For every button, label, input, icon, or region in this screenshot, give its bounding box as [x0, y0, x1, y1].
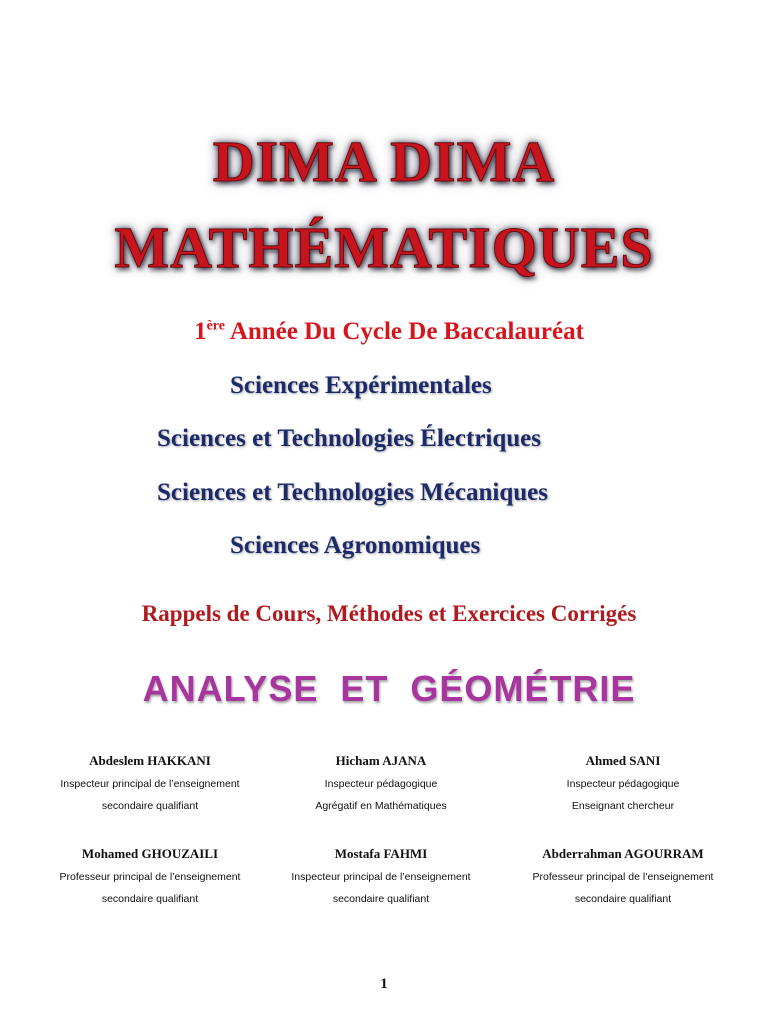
- author-role: Inspecteur pédagogique: [566, 778, 680, 790]
- author-block: [22, 753, 278, 813]
- author-role: Professeur principal de l’enseignement: [532, 871, 714, 883]
- author-name: Mostafa FAHMI: [334, 846, 428, 861]
- author-block: [495, 753, 751, 813]
- page-number: 1: [380, 976, 388, 992]
- author-role: Inspecteur principal de l’enseignement: [291, 871, 471, 883]
- author-role-detail: secondaire qualifiant: [332, 893, 430, 905]
- author-name: Abdeslem HAKKANI: [89, 753, 211, 768]
- author-role-detail: secondaire qualifiant: [101, 893, 199, 905]
- track-sciences-agronomiques: Sciences Agronomiques: [230, 532, 481, 559]
- author-role-detail: secondaire qualifiant: [101, 800, 199, 812]
- author-name: Ahmed SANI: [585, 753, 661, 768]
- level-heading: [0, 318, 768, 346]
- author-block: [22, 846, 278, 906]
- author-block: [253, 846, 509, 906]
- author-role: Inspecteur pédagogique: [324, 778, 438, 790]
- main-title-line-2: MATHÉMATIQUES: [114, 215, 654, 280]
- author-role-detail: Enseignant chercheur: [571, 800, 675, 812]
- author-name: Abderrahman AGOURRAM: [542, 846, 704, 861]
- author-name: Hicham AJANA: [335, 753, 427, 768]
- author-block: [253, 753, 509, 813]
- subject-heading: ANALYSE ET GÉOMÉTRIE: [142, 668, 636, 709]
- level-superscript: ère: [206, 318, 225, 334]
- author-role-detail: Agrégatif en Mathématiques: [315, 800, 447, 812]
- author-name: Mohamed GHOUZAILI: [81, 846, 219, 861]
- author-block: [495, 846, 751, 906]
- track-sciences-technologies-electriques: Sciences et Technologies Électriques: [157, 425, 541, 452]
- track-sciences-technologies-mecaniques: Sciences et Technologies Mécaniques: [157, 479, 548, 506]
- level-number: 1: [194, 318, 207, 345]
- main-title-line-1: DIMA DIMA: [212, 129, 556, 194]
- rappels-subtitle: Rappels de Cours, Méthodes et Exercices Corrigés: [141, 601, 637, 626]
- author-role: Professeur principal de l’enseignement: [59, 871, 241, 883]
- track-sciences-experimentales: Sciences Expérimentales: [230, 372, 492, 399]
- author-role: Inspecteur principal de l’enseignement: [60, 778, 240, 790]
- level-text: Année Du Cycle De Baccalauréat: [224, 318, 584, 345]
- author-role-detail: secondaire qualifiant: [574, 893, 672, 905]
